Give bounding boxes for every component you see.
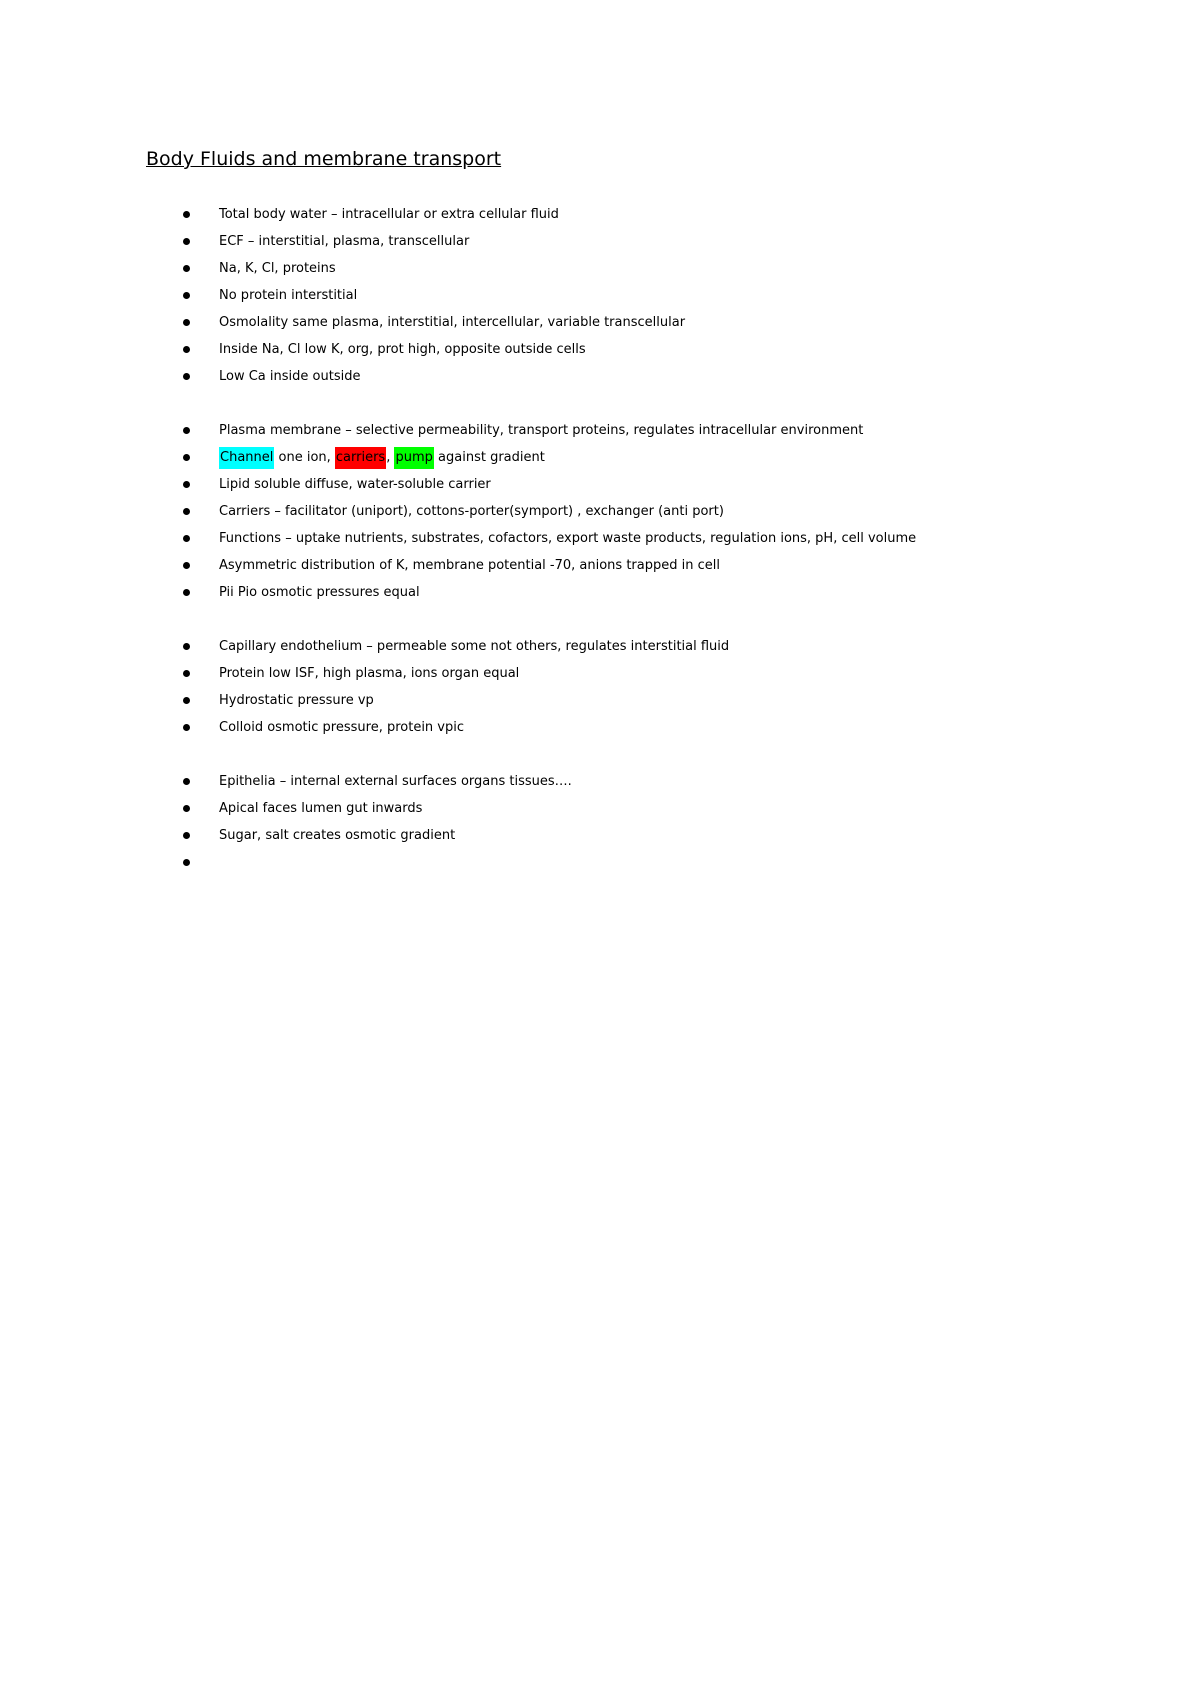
bullet-icon	[183, 319, 190, 326]
highlight-carriers: carriers	[335, 447, 386, 469]
bullet-icon	[183, 832, 190, 839]
list-item: Na, K, Cl, proteins	[0, 255, 1200, 282]
highlighted-line: Channel one ion, carriers, pump against gradient	[219, 444, 545, 471]
document-title: Body Fluids and membrane transport	[146, 148, 502, 170]
list-item: Carriers – facilitator (uniport), cottons-porter(symport) , exchanger (anti port)	[0, 498, 1200, 525]
bullet-icon	[183, 211, 190, 218]
list-item: Lipid soluble diffuse, water-soluble carrier	[0, 471, 1200, 498]
bullet-icon	[183, 265, 190, 272]
list-item-highlighted	[0, 444, 1200, 471]
highlight-channel: Channel	[219, 447, 274, 469]
list-item: Protein low ISF, high plasma, ions organ equal	[0, 660, 1200, 687]
list-item: Osmolality same plasma, interstitial, intercellular, variable transcellular	[0, 309, 1200, 336]
list-item: Apical faces lumen gut inwards	[0, 795, 1200, 822]
bullet-icon	[183, 859, 190, 866]
list-item: Hydrostatic pressure vp	[0, 687, 1200, 714]
list-item: Asymmetric distribution of K, membrane potential -70, anions trapped in cell	[0, 552, 1200, 579]
bullet-icon	[183, 427, 190, 434]
list-item: Colloid osmotic pressure, protein vpic	[0, 714, 1200, 741]
list-item: Sugar, salt creates osmotic gradient	[0, 822, 1200, 849]
bullet-icon	[183, 724, 190, 731]
list-item: Total body water – intracellular or extra cellular fluid	[0, 201, 1200, 228]
list-item: Capillary endothelium – permeable some not others, regulates interstitial fluid	[0, 633, 1200, 660]
list-item: Low Ca inside outside	[0, 363, 1200, 390]
list-item: No protein interstitial	[0, 282, 1200, 309]
bullet-icon	[183, 778, 190, 785]
bullet-icon	[183, 562, 190, 569]
bullet-icon	[183, 589, 190, 596]
list-item-empty	[0, 849, 1200, 876]
list-item: Pii Pio osmotic pressures equal	[0, 579, 1200, 606]
bullet-list-capillary	[0, 633, 1200, 741]
bullet-icon	[183, 481, 190, 488]
bullet-icon	[183, 670, 190, 677]
bullet-list-epithelia	[0, 768, 1200, 876]
bullet-icon	[183, 454, 190, 461]
list-item: Functions – uptake nutrients, substrates, cofactors, export waste products, regulation ions, pH, cell volume	[0, 525, 1200, 552]
list-item: Plasma membrane – selective permeability, transport proteins, regulates intracellular environment	[0, 417, 1200, 444]
bullet-icon	[183, 508, 190, 515]
bullet-list-plasma-membrane	[0, 417, 1200, 606]
list-item: Epithelia – internal external surfaces organs tissues….	[0, 768, 1200, 795]
bullet-icon	[183, 292, 190, 299]
bullet-list-body-fluids	[0, 201, 1200, 390]
bullet-icon	[183, 805, 190, 812]
bullet-icon	[183, 346, 190, 353]
bullet-icon	[183, 238, 190, 245]
highlight-pump: pump	[394, 447, 433, 469]
list-item: Inside Na, Cl low K, org, prot high, opposite outside cells	[0, 336, 1200, 363]
bullet-icon	[183, 535, 190, 542]
bullet-icon	[183, 697, 190, 704]
bullet-icon	[183, 373, 190, 380]
list-item: ECF – interstitial, plasma, transcellular	[0, 228, 1200, 255]
bullet-icon	[183, 643, 190, 650]
